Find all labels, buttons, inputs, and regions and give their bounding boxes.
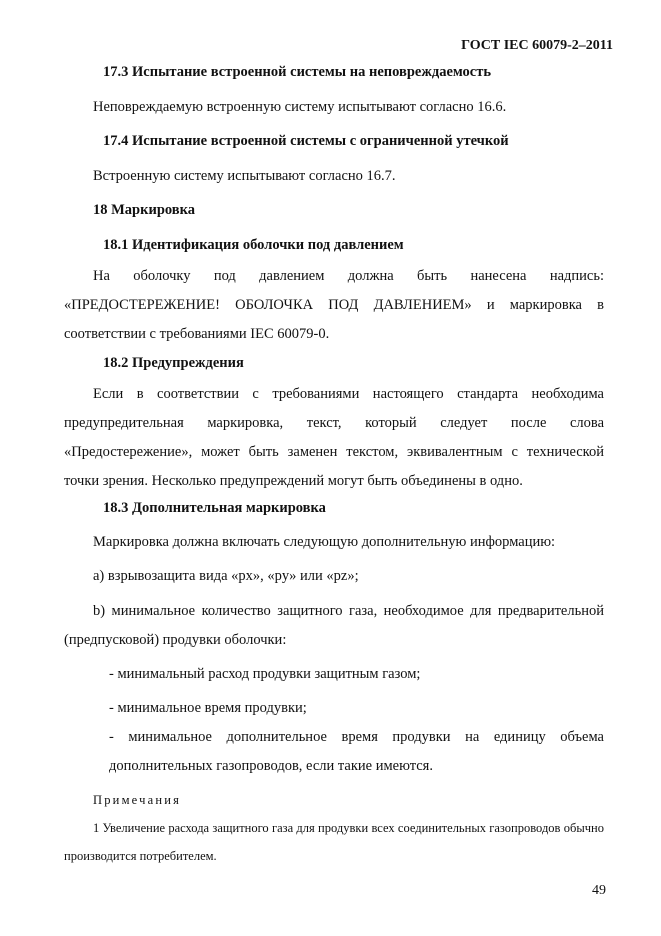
section-17-4-heading: 17.4 Испытание встроенной системы с ограниченной утечкой (103, 133, 509, 149)
section-18-3-heading: 18.3 Дополнительная маркировка (103, 500, 326, 516)
sub-item-min-flow: - минимальный расход продувки защитным газом; (109, 666, 421, 682)
section-18-2-heading: 18.2 Предупреждения (103, 355, 244, 371)
section-17-3-heading: 17.3 Испытание встроенной системы на неповреждаемость (103, 64, 492, 80)
section-18-1-text: На оболочку под давлением должна быть нанесена надпись: «ПРЕДОСТЕРЕЖЕНИЕ! ОБОЛОЧКА ПОД ДАВЛЕНИЕМ» и маркировка в соответствии с требованиями IEC 60079-0. (64, 268, 604, 342)
section-17-3-text: Неповреждаемую встроенную систему испытывают согласно 16.6. (93, 99, 507, 115)
page-number: 49 (592, 883, 606, 898)
sub-item-min-time: - минимальное время продувки; (109, 700, 307, 716)
sub-item-extra-time: - минимальное дополнительное время продувки на единицу объема дополнительных газопроводов, если такие имеются. (109, 729, 604, 774)
section-18-heading: 18 Маркировка (93, 202, 196, 218)
section-18-3-intro: Маркировка должна включать следующую дополнительную информацию: (93, 534, 556, 550)
document-header: ГОСТ IEC 60079-2–2011 (461, 38, 613, 53)
notes-title: Примечания (93, 793, 182, 807)
item-a: а) взрывозащита вида «px», «py» или «pz»; (93, 568, 359, 584)
section-17-4-text: Встроенную систему испытывают согласно 16.7. (93, 168, 396, 184)
item-b: b) минимальное количество защитного газа, необходимое для предварительной (предпусковой) продувки оболочки: (64, 603, 604, 648)
section-18-2-text: Если в соответствии с требованиями настоящего стандарта необходима предупредительная маркировка, текст, который следует после слова «Предостережение», может быть заменен текстом, эквивалентным с технической точки зрения. Несколько предупреждений могут быть объединены в одно. (64, 386, 604, 489)
section-18-1-heading: 18.1 Идентификация оболочки под давлением (103, 237, 404, 253)
note-1: 1 Увеличение расхода защитного газа для продувки всех соединительных газопроводов обычно производится потребителем. (64, 821, 604, 863)
